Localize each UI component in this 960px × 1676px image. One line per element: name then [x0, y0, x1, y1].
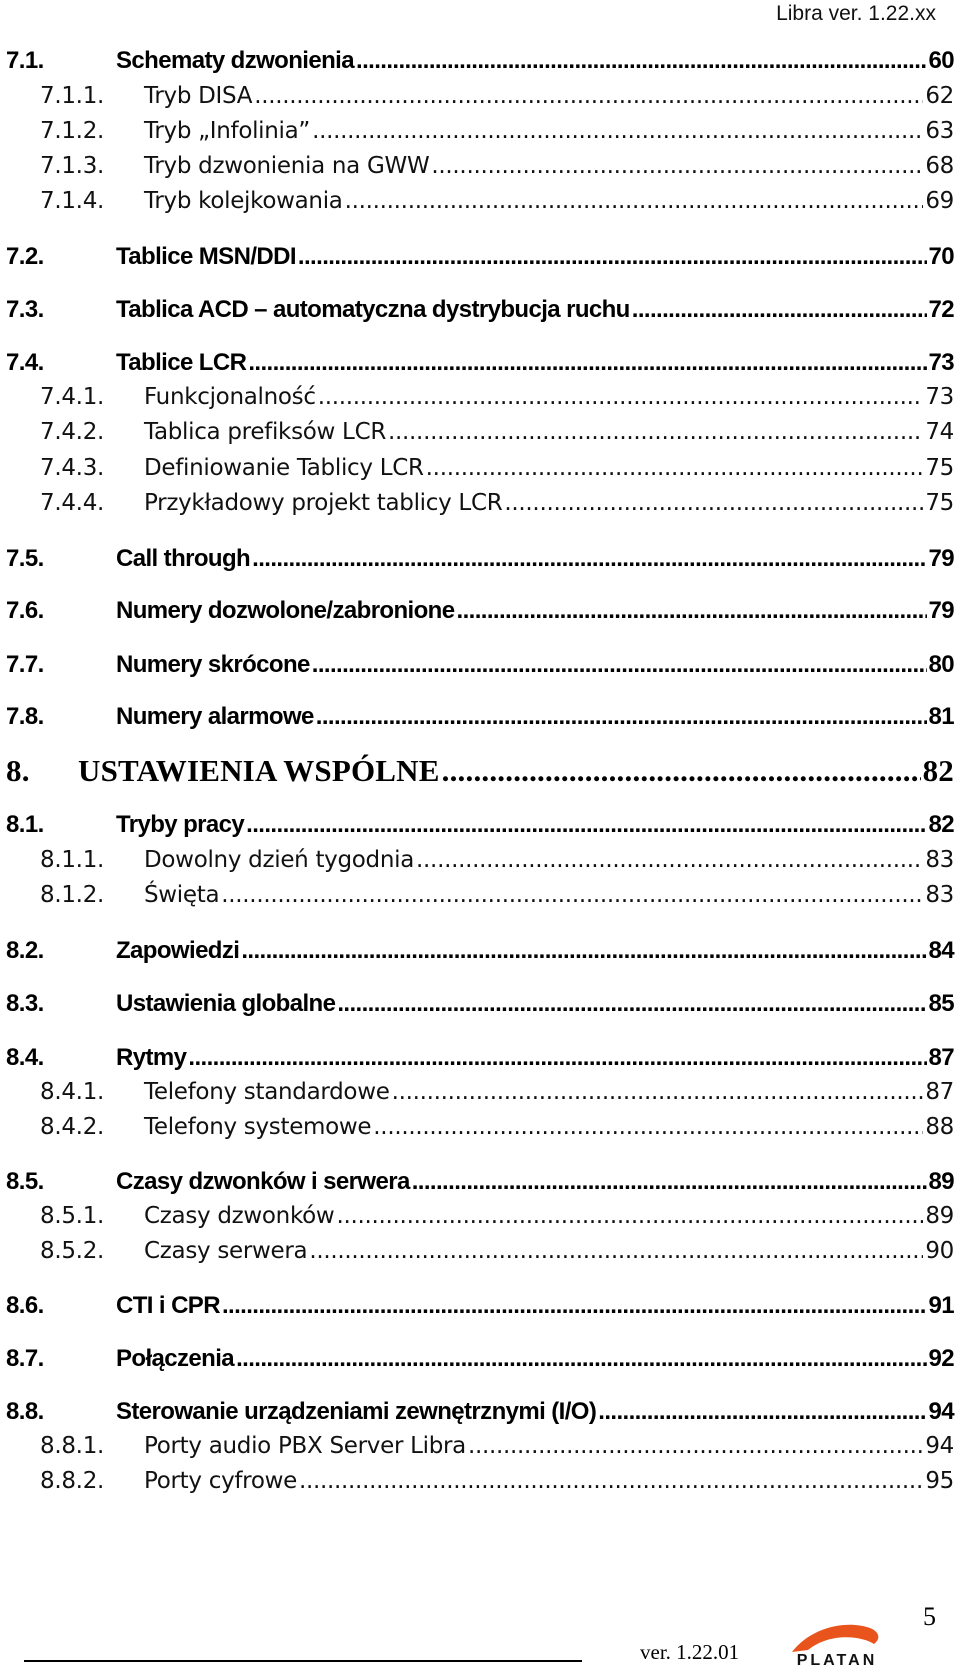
toc-entry-title: Ustawienia globalne — [116, 990, 336, 1017]
toc-entry-page: 88 — [925, 1114, 954, 1140]
toc-subsection-entry[interactable] — [6, 1468, 954, 1494]
toc-subsection-entry[interactable] — [6, 1203, 954, 1229]
footer-version: ver. 1.22.01 — [640, 1640, 740, 1664]
toc-subsection-entry[interactable] — [6, 847, 954, 873]
toc-entry-title: Numery dozwolone/zabronione — [116, 597, 455, 624]
toc-entry-title: Porty audio PBX Server Libra — [144, 1433, 466, 1459]
toc-subsection-entry[interactable] — [6, 1433, 954, 1459]
toc-leader-dots — [426, 455, 924, 481]
toc-leader-dots — [412, 1168, 927, 1196]
toc-leader-dots — [236, 1345, 926, 1373]
toc-section-entry[interactable] — [6, 545, 954, 573]
toc-leader-dots — [457, 597, 927, 625]
header-version: Libra ver. 1.22.xx — [776, 2, 936, 25]
toc-entry-page: 82 — [928, 811, 954, 838]
toc-entry-number: 7.3. — [6, 296, 44, 323]
toc-entry-title: Dowolny dzień tygodnia — [144, 847, 415, 873]
toc-subsection-entry[interactable] — [6, 83, 954, 109]
toc-entry-page: 83 — [925, 847, 954, 873]
toc-entry-page: 72 — [928, 296, 954, 323]
toc-section-entry[interactable] — [6, 597, 954, 625]
toc-entry-number: 7.6. — [6, 597, 44, 624]
toc-leader-dots — [299, 1468, 923, 1494]
toc-entry-number: 7.1. — [6, 47, 44, 74]
toc-leader-dots — [504, 490, 923, 516]
toc-leader-dots — [309, 1238, 923, 1264]
toc-entry-title: Tryb dzwonienia na GWW — [144, 153, 430, 179]
toc-section-entry[interactable] — [6, 1292, 954, 1320]
toc-entry-page: 90 — [925, 1238, 954, 1264]
toc-section-entry[interactable] — [6, 1044, 954, 1072]
toc-entry-title: Czasy dzwonków i serwera — [116, 1168, 410, 1195]
toc-entry-number: 8.3. — [6, 990, 44, 1017]
toc-leader-dots — [337, 990, 926, 1018]
toc-leader-dots — [241, 937, 926, 965]
toc-entry-page: 68 — [925, 153, 954, 179]
logo-wordmark: PLATAN — [796, 1652, 878, 1669]
toc-entry-title: CTI i CPR — [116, 1292, 220, 1319]
toc-entry-title: Funkcjonalność — [144, 384, 316, 410]
toc-entry-page: 87 — [925, 1079, 954, 1105]
toc-entry-title: Numery alarmowe — [116, 703, 314, 730]
toc-subsection-entry[interactable] — [6, 490, 954, 516]
toc-leader-dots — [254, 83, 923, 109]
toc-entry-number: 8.5.2. — [40, 1238, 105, 1264]
toc-section-entry[interactable] — [6, 243, 954, 271]
toc-entry-page: 81 — [928, 703, 954, 730]
toc-entry-title: Tablice LCR — [116, 349, 247, 376]
toc-entry-title: Tablica ACD – automatyczna dystrybucja ruchu — [116, 296, 630, 323]
toc-entry-number: 8.8. — [6, 1398, 44, 1425]
toc-entry-number: 7.5. — [6, 545, 44, 572]
toc-entry-page: 82 — [922, 753, 954, 788]
toc-entry-number: 8.1.1. — [40, 847, 105, 873]
toc-entry-title: Rytmy — [116, 1044, 187, 1071]
toc-entry-number: 8.4.2. — [40, 1114, 105, 1140]
toc-leader-dots — [345, 188, 924, 214]
toc-leader-dots — [468, 1433, 923, 1459]
toc-entry-number: 7.4.1. — [40, 384, 105, 410]
toc-entry-title: Sterowanie urządzeniami zewnętrznymi (I/O) — [116, 1398, 597, 1425]
toc-leader-dots — [221, 882, 923, 908]
toc-section-entry[interactable] — [6, 1345, 954, 1373]
toc-entry-number: 7.4.2. — [40, 419, 105, 445]
toc-entry-page: 75 — [925, 490, 954, 516]
toc-leader-dots — [416, 847, 923, 873]
toc-subsection-entry[interactable] — [6, 1079, 954, 1105]
toc-section-entry[interactable] — [6, 1168, 954, 1196]
toc-entry-number: 8. — [6, 753, 30, 788]
toc-entry-title: Święta — [144, 882, 220, 908]
toc-entry-number: 8.6. — [6, 1292, 44, 1319]
toc-entry-number: 8.8.1. — [40, 1433, 105, 1459]
toc-subsection-entry[interactable] — [6, 153, 954, 179]
toc-entry-title: Tryby pracy — [116, 811, 245, 838]
toc-chapter-entry[interactable] — [6, 753, 954, 789]
toc-subsection-entry[interactable] — [6, 1114, 954, 1140]
toc-entry-number: 7.4.3. — [40, 455, 105, 481]
toc-leader-dots — [222, 1292, 927, 1320]
toc-entry-page: 84 — [928, 937, 954, 964]
toc-section-entry[interactable] — [6, 937, 954, 965]
footer-rule — [24, 1660, 582, 1662]
toc-leader-dots — [442, 753, 921, 789]
toc-entry-page: 80 — [928, 651, 954, 678]
toc-entry-page: 73 — [928, 349, 954, 376]
toc-entry-title: Tablice MSN/DDI — [116, 243, 296, 270]
toc-section-entry[interactable] — [6, 703, 954, 731]
toc-leader-dots — [246, 811, 926, 839]
toc-entry-title: Tryb DISA — [144, 83, 253, 109]
toc-leader-dots — [248, 349, 926, 377]
toc-entry-title: Zapowiedzi — [116, 937, 240, 964]
toc-entry-page: 69 — [925, 188, 954, 214]
toc-entry-number: 7.1.2. — [40, 118, 105, 144]
toc-entry-number: 7.1.3. — [40, 153, 105, 179]
toc-entry-number: 8.8.2. — [40, 1468, 105, 1494]
toc-entry-page: 75 — [925, 455, 954, 481]
toc-entry-title: Telefony standardowe — [144, 1079, 390, 1105]
toc-entry-page: 94 — [928, 1398, 954, 1425]
toc-entry-page: 73 — [925, 384, 954, 410]
toc-section-entry[interactable] — [6, 1398, 954, 1426]
toc-section-entry[interactable] — [6, 651, 954, 679]
toc-leader-dots — [356, 47, 927, 75]
toc-entry-number: 7.4. — [6, 349, 44, 376]
toc-subsection-entry[interactable] — [6, 1238, 954, 1264]
toc-leader-dots — [598, 1398, 926, 1426]
toc-entry-number: 7.2. — [6, 243, 44, 270]
logo-swoosh — [792, 1625, 878, 1652]
toc-entry-title: Tryb kolejkowania — [144, 188, 343, 214]
toc-section-entry[interactable] — [6, 990, 954, 1018]
toc-entry-page: 94 — [925, 1433, 954, 1459]
toc-entry-title: Czasy dzwonków — [144, 1203, 335, 1229]
toc-section-entry[interactable] — [6, 811, 954, 839]
toc-entry-title: Schematy dzwonienia — [116, 47, 354, 74]
toc-entry-title: Porty cyfrowe — [144, 1468, 297, 1494]
toc-leader-dots — [431, 153, 923, 179]
toc-entry-number: 8.4. — [6, 1044, 44, 1071]
toc-entry-number: 8.7. — [6, 1345, 44, 1372]
toc-entry-title: Telefony systemowe — [144, 1114, 372, 1140]
toc-leader-dots — [312, 118, 923, 144]
toc-entry-number: 8.5.1. — [40, 1203, 105, 1229]
toc-entry-title: Call through — [116, 545, 251, 572]
toc-subsection-entry[interactable] — [6, 882, 954, 908]
toc-entry-page: 89 — [925, 1203, 954, 1229]
toc-entry-title: Tablica prefiksów LCR — [144, 419, 387, 445]
toc-entry-title: Przykładowy projekt tablicy LCR — [144, 490, 503, 516]
page-number: 5 — [923, 1602, 936, 1631]
toc-entry-page: 79 — [928, 597, 954, 624]
toc-section-entry[interactable] — [6, 47, 954, 75]
toc-entry-page: 85 — [928, 990, 954, 1017]
toc-entry-page: 83 — [925, 882, 954, 908]
toc-entry-page: 91 — [928, 1292, 954, 1319]
toc-entry-title: Definiowanie Tablicy LCR — [144, 455, 424, 481]
toc-leader-dots — [632, 296, 927, 324]
toc-entry-page: 62 — [925, 83, 954, 109]
toc-entry-page: 89 — [928, 1168, 954, 1195]
toc-entry-number: 7.1.4. — [40, 188, 105, 214]
toc-leader-dots — [392, 1079, 924, 1105]
toc-entry-number: 7.7. — [6, 651, 44, 678]
toc-entry-page: 60 — [928, 47, 954, 74]
toc-leader-dots — [388, 419, 923, 445]
toc-entry-title: USTAWIENIA WSPÓLNE — [78, 753, 440, 788]
toc-entry-number: 8.2. — [6, 937, 44, 964]
toc-entry-number: 8.4.1. — [40, 1079, 105, 1105]
toc-entry-number: 8.1. — [6, 811, 44, 838]
toc-entry-page: 87 — [928, 1044, 954, 1071]
toc-entry-page: 74 — [925, 419, 954, 445]
toc-subsection-entry[interactable] — [6, 188, 954, 214]
toc-entry-page: 95 — [925, 1468, 954, 1494]
toc-leader-dots — [298, 243, 927, 271]
toc-section-entry[interactable] — [6, 296, 954, 324]
toc-leader-dots — [318, 384, 924, 410]
toc-entry-number: 7.4.4. — [40, 490, 105, 516]
toc-leader-dots — [373, 1114, 923, 1140]
toc-entry-page: 70 — [928, 243, 954, 270]
toc-entry-page: 63 — [925, 118, 954, 144]
toc-subsection-entry[interactable] — [6, 118, 954, 144]
toc-leader-dots — [316, 703, 927, 731]
toc-subsection-entry[interactable] — [6, 384, 954, 410]
toc-entry-number: 8.1.2. — [40, 882, 105, 908]
toc-leader-dots — [312, 651, 927, 679]
toc-entry-title: Połączenia — [116, 1345, 235, 1372]
toc-entry-title: Numery skrócone — [116, 651, 310, 678]
toc-section-entry[interactable] — [6, 349, 954, 377]
toc-leader-dots — [336, 1203, 923, 1229]
toc-entry-number: 7.8. — [6, 703, 44, 730]
toc-leader-dots — [188, 1044, 926, 1072]
toc-leader-dots — [252, 545, 926, 573]
toc-entry-page: 92 — [928, 1345, 954, 1372]
toc-entry-title: Tryb „Infolinia” — [144, 118, 311, 144]
toc-entry-page: 79 — [928, 545, 954, 572]
toc-subsection-entry[interactable] — [6, 455, 954, 481]
toc-entry-number: 7.1.1. — [40, 83, 105, 109]
toc-entry-title: Czasy serwera — [144, 1238, 308, 1264]
toc-subsection-entry[interactable] — [6, 419, 954, 445]
toc-entry-number: 8.5. — [6, 1168, 44, 1195]
